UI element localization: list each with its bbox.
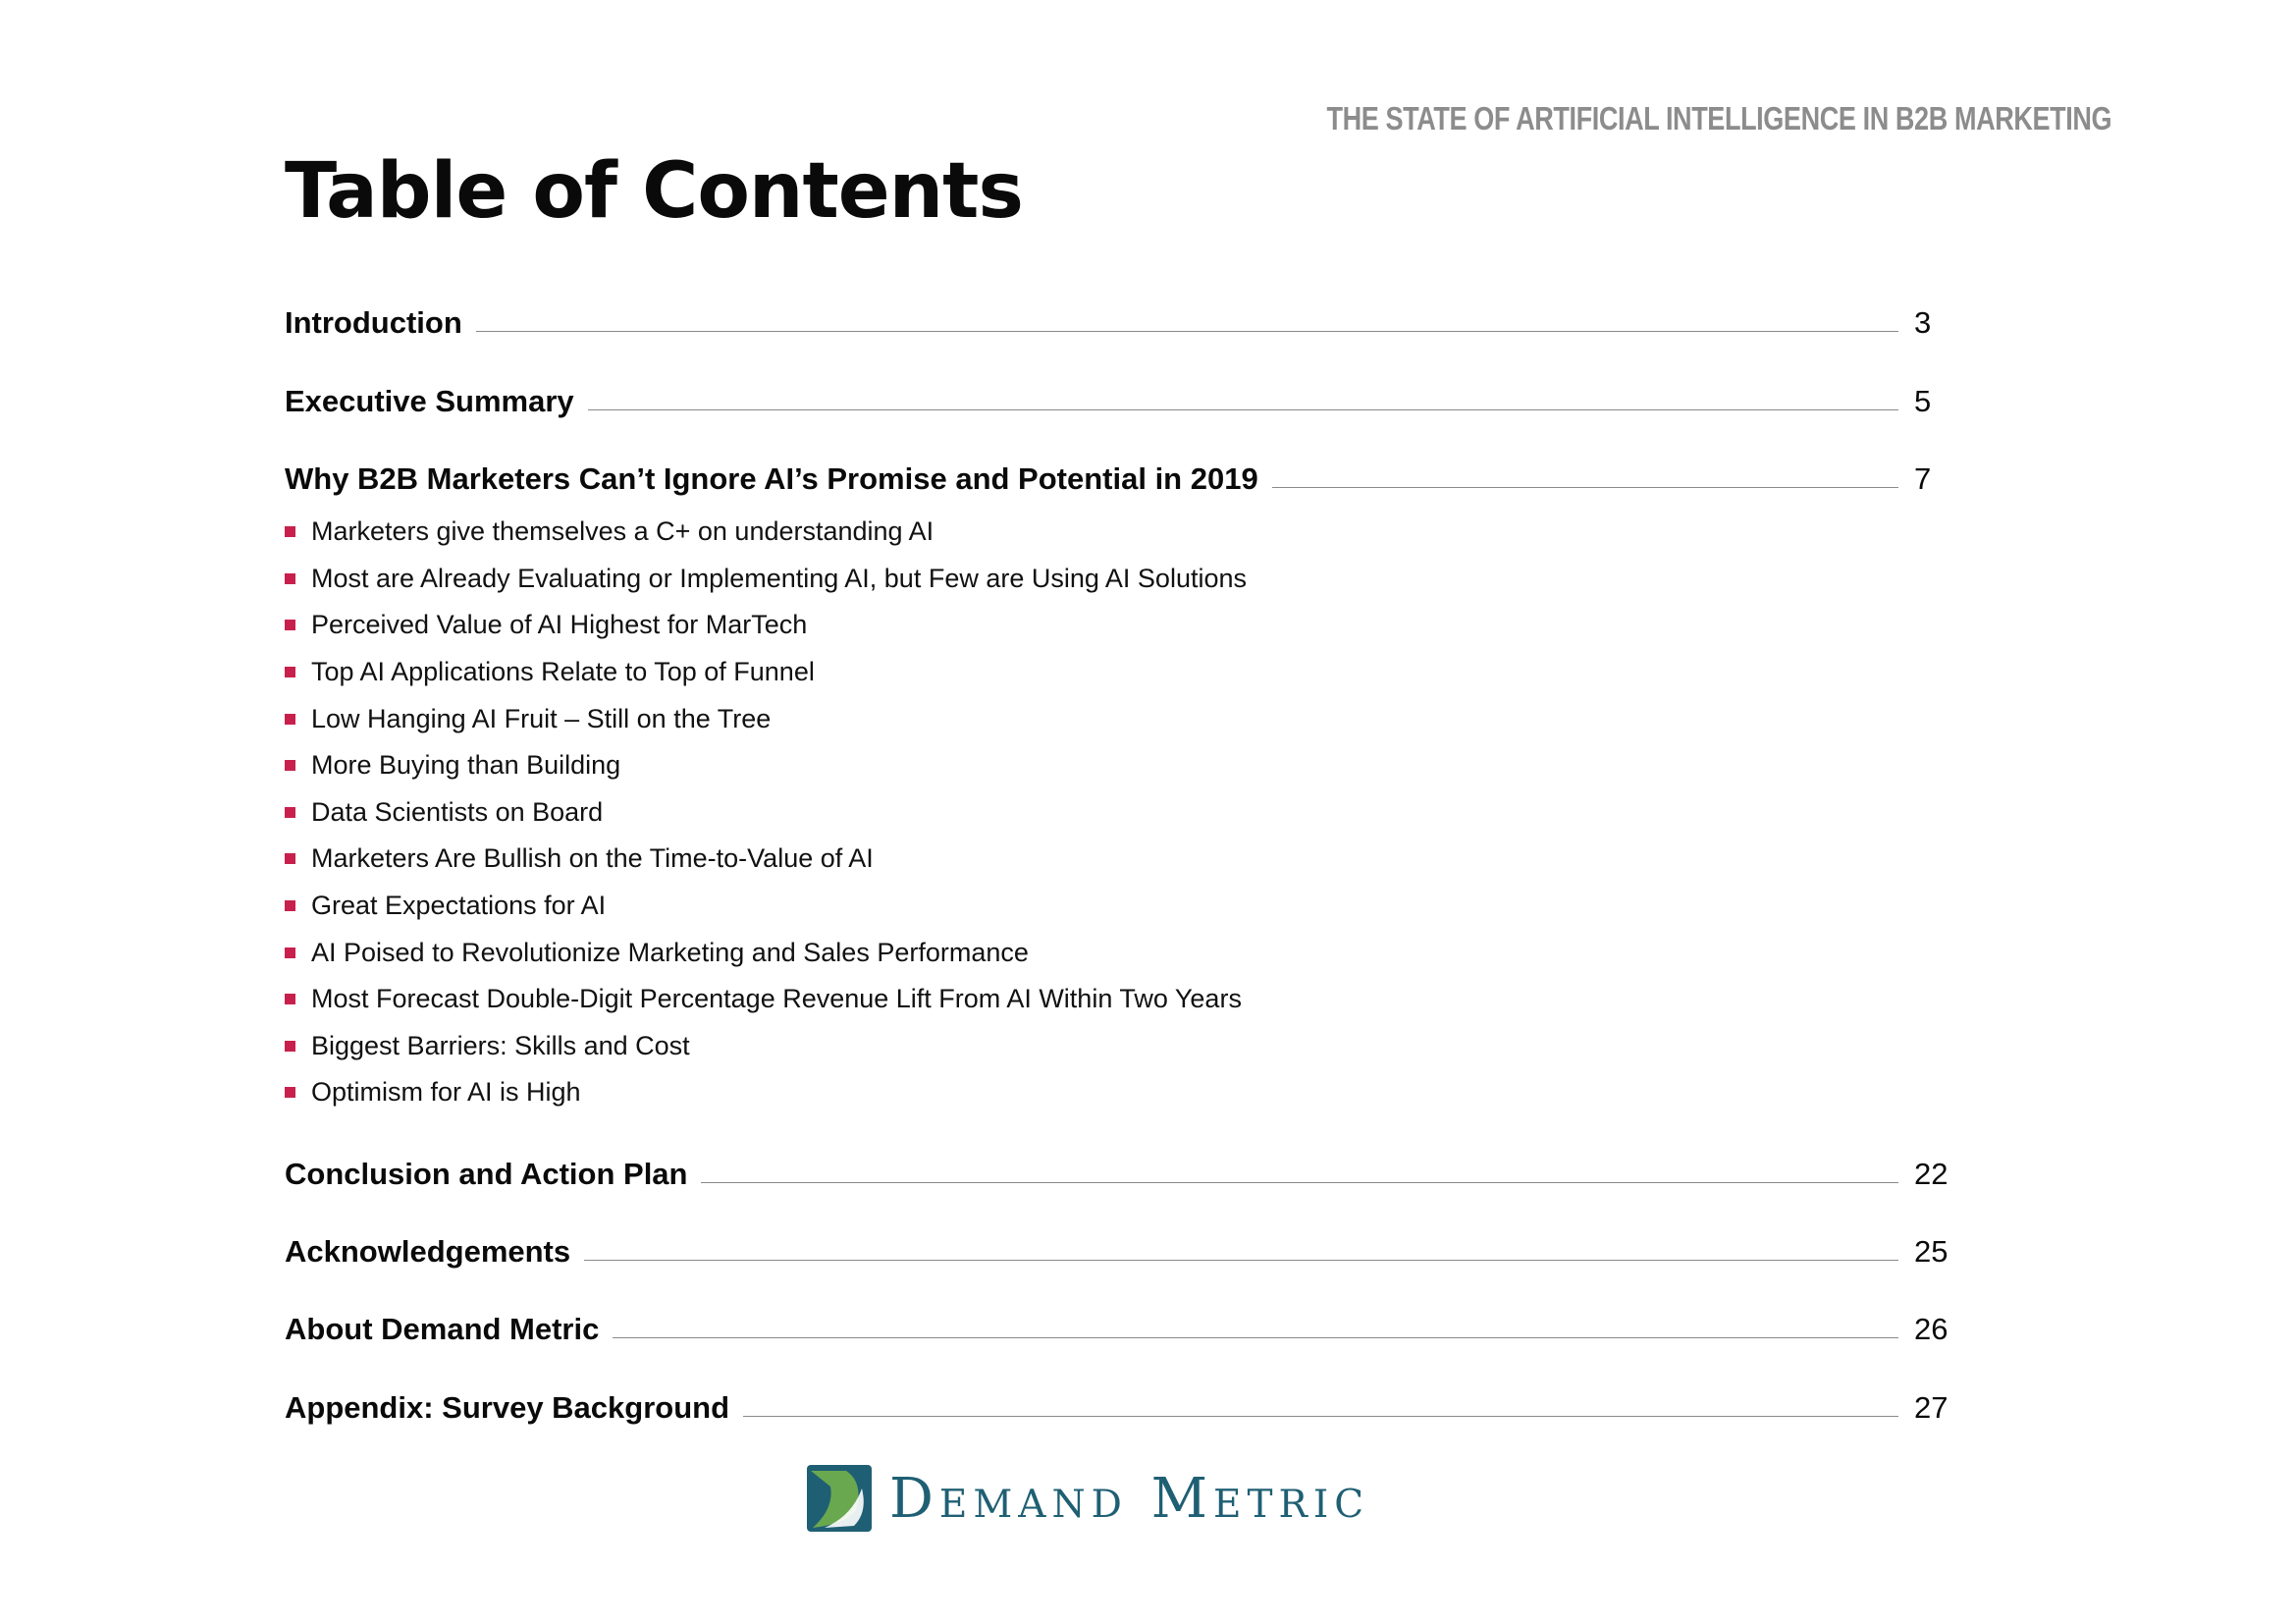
toc-subsection-item[interactable] — [285, 509, 1247, 556]
square-bullet-icon — [285, 1041, 295, 1052]
toc-page-number: 22 — [1914, 1157, 1949, 1191]
toc-entry-title: Introduction — [285, 305, 462, 340]
toc-page-number: 25 — [1914, 1234, 1949, 1269]
toc-subsection-label: Great Expectations for AI — [311, 891, 607, 921]
square-bullet-icon — [285, 1087, 295, 1098]
toc-subsection-label: Most Forecast Double-Digit Percentage Revenue Lift From AI Within Two Years — [311, 984, 1242, 1014]
toc-subsection-label: Most are Already Evaluating or Implementing AI, but Few are Using AI Solutions — [311, 563, 1247, 593]
toc-subsection-label: Marketers Are Bullish on the Time-to-Value of AI — [311, 843, 874, 874]
toc-leader-line — [476, 331, 1898, 332]
demand-metric-logo-icon — [807, 1465, 872, 1532]
toc-subsection-item[interactable] — [285, 976, 1247, 1023]
toc-subsection-item[interactable] — [285, 883, 1247, 930]
toc-page-number: 3 — [1914, 305, 1932, 340]
toc-entry-introduction[interactable] — [285, 295, 1973, 338]
toc-entry-appendix[interactable] — [285, 1380, 1973, 1423]
toc-page-number: 7 — [1914, 461, 1932, 496]
toc-leader-line — [588, 409, 1898, 410]
toc-entry-executive-summary[interactable] — [285, 373, 1973, 416]
toc-subsection-item[interactable] — [285, 556, 1247, 603]
square-bullet-icon — [285, 947, 295, 958]
toc-page-number: 26 — [1914, 1312, 1949, 1346]
logo-wordmark: Demand Metric — [889, 1466, 1370, 1531]
square-bullet-icon — [285, 853, 295, 864]
toc-entry-title: Executive Summary — [285, 384, 574, 418]
toc-subsection-item[interactable] — [285, 929, 1247, 976]
square-bullet-icon — [285, 667, 295, 677]
toc-entry-conclusion[interactable] — [285, 1146, 1973, 1189]
toc-subsection-label: Perceived Value of AI Highest for MarTech — [311, 610, 808, 640]
toc-entry-title: About Demand Metric — [285, 1312, 600, 1346]
toc-entry-title: Appendix: Survey Background — [285, 1390, 730, 1425]
toc-subsection-label: Low Hanging AI Fruit – Still on the Tree — [311, 703, 772, 733]
square-bullet-icon — [285, 573, 295, 584]
toc-subsection-item[interactable] — [285, 649, 1247, 696]
page-title: Table of Contents — [285, 147, 1023, 236]
toc-leader-line — [584, 1260, 1898, 1261]
toc-entry-title: Acknowledgements — [285, 1234, 571, 1269]
toc-subsection-item[interactable] — [285, 836, 1247, 883]
toc-entry-why-b2b-marketers[interactable] — [285, 451, 1973, 494]
toc-subsection-item[interactable] — [285, 1023, 1247, 1070]
toc-leader-line — [743, 1416, 1898, 1417]
demand-metric-logo — [807, 1465, 1369, 1532]
square-bullet-icon — [285, 526, 295, 537]
toc-subsection-label: AI Poised to Revolutionize Marketing and Sales Performance — [311, 937, 1029, 967]
toc-subsection-label: Marketers give themselves a C+ on understanding AI — [311, 516, 934, 547]
toc-entry-title: Why B2B Marketers Can’t Ignore AI’s Promise and Potential in 2019 — [285, 461, 1258, 496]
toc-page-number: 27 — [1914, 1390, 1949, 1425]
toc-subsection-item[interactable] — [285, 602, 1247, 649]
toc-subsection-label: Biggest Barriers: Skills and Cost — [311, 1030, 690, 1060]
square-bullet-icon — [285, 900, 295, 911]
toc-leader-line — [1272, 487, 1898, 488]
square-bullet-icon — [285, 807, 295, 818]
toc-entry-title: Conclusion and Action Plan — [285, 1157, 688, 1191]
toc-subsection-item[interactable] — [285, 695, 1247, 742]
toc-subsection-label: Data Scientists on Board — [311, 796, 604, 827]
toc-subsection-label: Optimism for AI is High — [311, 1077, 581, 1108]
toc-subsection-item[interactable] — [285, 1069, 1247, 1116]
toc-page-number: 5 — [1914, 384, 1932, 418]
toc-subsection-item[interactable] — [285, 742, 1247, 789]
square-bullet-icon — [285, 714, 295, 725]
toc-subsection-label: More Buying than Building — [311, 750, 621, 781]
toc-subsection-item[interactable] — [285, 789, 1247, 837]
toc-leader-line — [701, 1182, 1898, 1183]
square-bullet-icon — [285, 994, 295, 1004]
square-bullet-icon — [285, 620, 295, 630]
toc-entry-about-demand-metric[interactable] — [285, 1301, 1973, 1344]
square-bullet-icon — [285, 760, 295, 771]
toc-leader-line — [613, 1337, 1898, 1338]
running-header: THE STATE OF ARTIFICIAL INTELLIGENCE IN B2B MARKETING — [1326, 100, 2111, 136]
toc-subsection-list — [285, 509, 1247, 1116]
toc-subsection-label: Top AI Applications Relate to Top of Funnel — [311, 657, 815, 687]
toc-entry-acknowledgements[interactable] — [285, 1223, 1973, 1267]
